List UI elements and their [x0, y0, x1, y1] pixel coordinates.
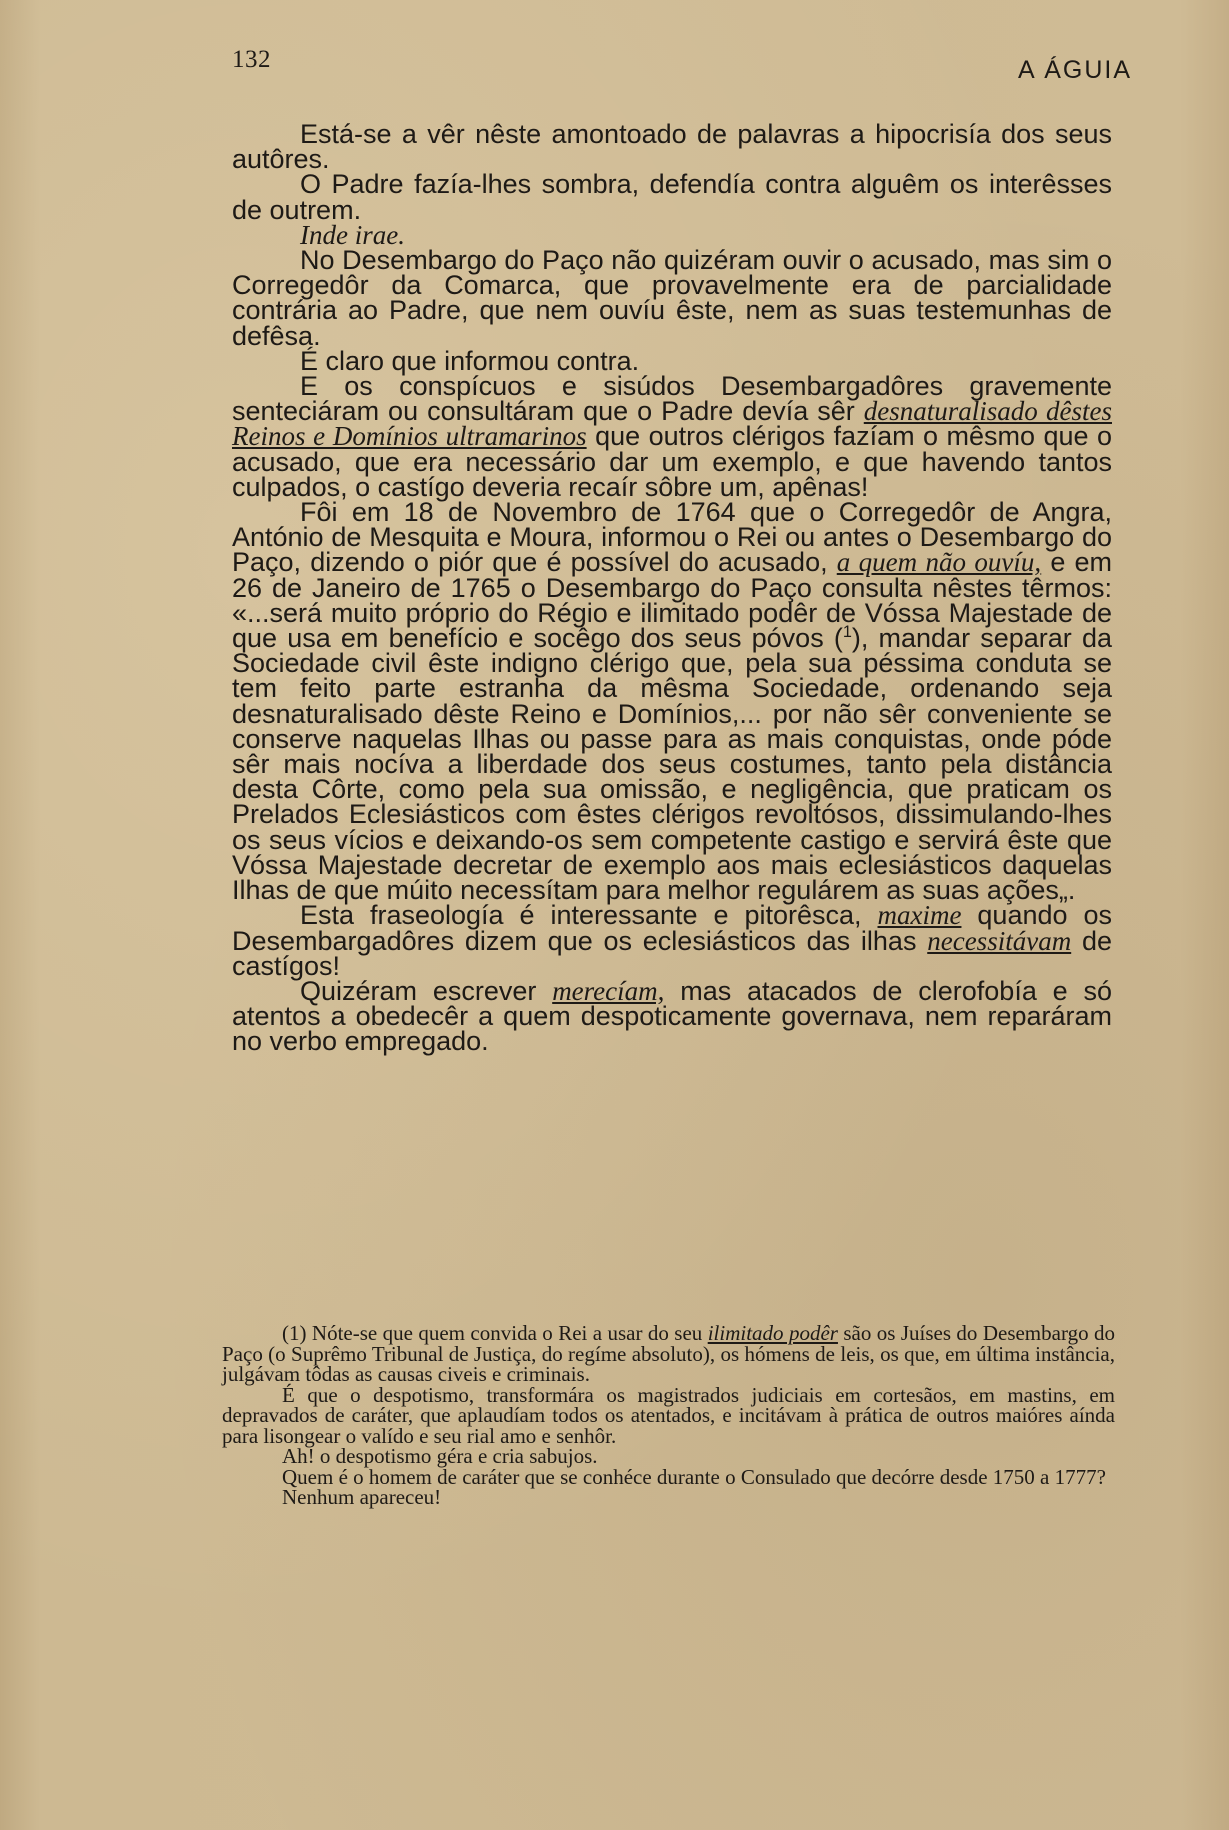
paragraph: É claro que informou contra. [300, 345, 640, 376]
text-run: E os conspícuos e sisúdos Desembargadôres gravemente senteciáram ou consultáram que o Padre devía sêr [232, 371, 1112, 427]
text-run: Nóte-se que quem convida o Rei a usar do seu [306, 1321, 708, 1345]
text-run: de castígos! [232, 925, 1112, 981]
text-run: quando os Desembargadôres dizem que os eclesiásticos das ilhas [232, 900, 1112, 956]
footnotes [222, 1323, 1115, 1508]
page-header [232, 46, 1132, 86]
text-run: e em 26 de Janeiro de 1765 o Desembargo do Paço consulta nêstes têrmos: «...será muito próprio do Régio e ilimitado podêr de Vóssa Majestade de que usa em benefício e socêgo dos seus póvos ( [232, 547, 1112, 654]
emphasis: desnaturalisado dêstes Reinos e Domínios ultramarinos [232, 396, 1112, 452]
page-number: 132 [232, 46, 271, 73]
emphasis: maxime [877, 900, 962, 931]
emphasis: necessitávam [927, 925, 1072, 956]
footnote-ref: 1 [842, 623, 852, 642]
footnote-mark: (1) [282, 1321, 307, 1345]
text-run: Esta fraseología é interessante e pitorêsca, [300, 900, 878, 931]
footnote-paragraph: Nenhum apareceu! [282, 1485, 442, 1509]
paragraph: O Padre fazía-lhes sombra, defendía contra alguêm os interêsses de outrem. [232, 169, 1112, 225]
text-run: ), mandar separar da Sociedade civil êste indigno clérigo que, pela sua péssima conduta se tem feito parte estranha da mêsma Sociedade, ordenando seja desnaturalisado dêste Reino e Domínios,... por não sêr conveniente se conserve naquelas Ilhas ou passe para as mais conquistas, onde póde sêr mais nocíva a liberdade dos seus costumes, tanto pela distância desta Côrte, como pela sua omissão, e negligência, que praticam os Prelados Eclesiásticos com êstes clérigos revoltósos, dissimulando-lhes os seus vícios e deixando-os sem competente castigo e servirá êste que Vóssa Majestade decretar de exemplo aos mais eclesiásticos daquelas Ilhas de que múito necessítam para melhor regulárem as suas ações„. [232, 623, 1112, 906]
footnote-paragraph: Quem é o homem de caráter que se conhéce durante o Consulado que decórre desde 1750 a 1777? [282, 1464, 1106, 1489]
text-run: que outros clérigos fazíam o mêsmo que o acusado, que era necessário dar um exemplo, e que havendo tantos culpados, o castígo deveria recaír sôbre um, apênas! [232, 421, 1112, 502]
footnote [222, 1323, 1115, 1385]
text-run: são os Juíses do Desembargo do Paço (o Suprêmo Tribunal de Justiça, do regíme absoluto), os hómens de leis, os que, em última instância, julgávam tôdas as causas civeis e criminais. [222, 1321, 1115, 1386]
text-run: mas atacados de clerofobía e só atentos a obedecêr a quem despoticamente governava, nem reparáram no verbo empregado. [232, 975, 1112, 1057]
main-text [232, 119, 1112, 1057]
paragraph: Está-se a vêr nêste amontoado de palavras a hipocrisía dos seus autôres. [232, 119, 1112, 175]
running-title: A ÁGUIA [1017, 56, 1132, 84]
paragraph: No Desembargo do Paço não quizéram ouvir o acusado, mas sim o Corregedôr da Comarca, que provavelmente era de parcialidade contrária ao Padre, que nem ouvíu êste, nem as suas testemunhas de defêsa. [232, 245, 1112, 351]
footnote-paragraph: Ah! o despotismo géra e cria sabujos. [282, 1444, 598, 1468]
emphasis: merecíam, [552, 975, 665, 1006]
emphasis: ilimitado podêr [707, 1321, 838, 1345]
footnote-paragraph: É que o despotismo, transformára os magistrados judiciais em cortesãos, em mastins, em depravados de caráter, que aplaudíam todos os atentados, e incitávam à prática de outros maióres aínda para lisongear o valído e seu rial amo e senhôr. [222, 1382, 1115, 1448]
text-run: Fôi em 18 de Novembro de 1764 que o Corregedôr de Angra, António de Mesquita e Moura, informou o Rei ou antes o Desembargo do Paço, dizendo o piór que é possível do acusado, [232, 497, 1112, 578]
paragraph [232, 371, 1112, 502]
emphasis: a quem não ouvíu, [836, 547, 1042, 578]
text-run: Quizéram escrever [300, 975, 553, 1006]
paragraph [232, 975, 1112, 1057]
paragraph [232, 497, 1112, 906]
latin-phrase: Inde irae. [300, 219, 405, 250]
paragraph [232, 900, 1112, 981]
